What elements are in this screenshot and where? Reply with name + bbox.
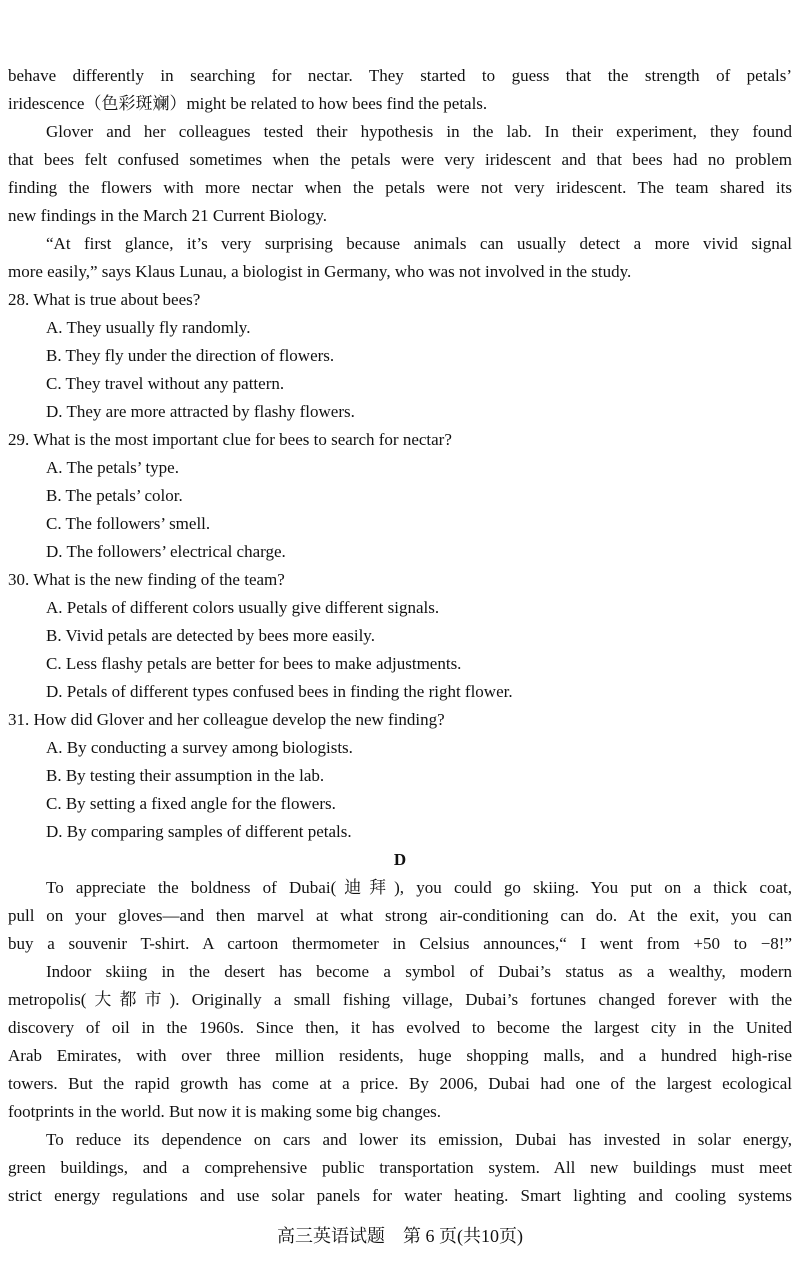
section-d-p2-line-6: footprints in the world. But now it is making some big changes. (8, 1102, 441, 1121)
section-d-p2-line-2: metropolis(大都市). Originally a small fishing village, Dubai’s fortunes changed forever with the (8, 990, 792, 1009)
section-d-p2-line-1: Indoor skiing in the desert has become a symbol of Dubai’s status as a wealthy, modern (46, 962, 792, 981)
question-30-option-b: B. Vivid petals are detected by bees more easily. (46, 626, 375, 645)
question-30-option-d: D. Petals of different types confused bees in finding the right flower. (46, 682, 513, 701)
passage-c-p2-line-4: new findings in the March 21 Current Biology. (8, 206, 328, 225)
passage-c-p2-line-1: Glover and her colleagues tested their hypothesis in the lab. In their experiment, they found (46, 122, 792, 141)
passage-c-p1-line-1: behave differently in searching for nectar. They started to guess that the strength of petals’ (8, 66, 792, 85)
question-31-option-d: D. By comparing samples of different petals. (46, 822, 352, 841)
question-28-option-d: D. They are more attracted by flashy flowers. (46, 402, 355, 421)
section-d-p2-line-3: discovery of oil in the 1960s. Since then, it has evolved to become the largest city in the United (8, 1018, 792, 1037)
section-d-p1-line-3: buy a souvenir T-shirt. A cartoon thermometer in Celsius announces,“ I went from +50 to −8!” (8, 934, 792, 953)
question-28-stem: 28. What is true about bees? (8, 290, 201, 309)
passage-c-p3-line-1: “At first glance, it’s very surprising because animals can usually detect a more vivid signal (46, 234, 792, 253)
question-29-option-b: B. The petals’ color. (46, 486, 183, 505)
question-29-option-c: C. The followers’ smell. (46, 514, 211, 533)
question-28-option-a: A. They usually fly randomly. (46, 318, 251, 337)
question-29-stem: 29. What is the most important clue for bees to search for nectar? (8, 430, 452, 449)
question-30-option-a: A. Petals of different colors usually give different signals. (46, 598, 440, 617)
section-d-p2-line-5: towers. But the rapid growth has come at a price. By 2006, Dubai had one of the largest ecological (8, 1074, 792, 1093)
question-29-option-d: D. The followers’ electrical charge. (46, 542, 286, 561)
question-30-option-c: C. Less flashy petals are better for bees to make adjustments. (46, 654, 462, 673)
question-29-option-a: A. The petals’ type. (46, 458, 179, 477)
question-31-option-a: A. By conducting a survey among biologists. (46, 738, 353, 757)
section-d-p3-line-2: green buildings, and a comprehensive public transportation system. All new buildings must meet (8, 1158, 792, 1177)
question-31-stem: 31. How did Glover and her colleague develop the new finding? (8, 710, 445, 729)
section-d-heading: D (393, 850, 407, 869)
question-31-option-b: B. By testing their assumption in the lab. (46, 766, 325, 785)
passage-c-p1-line-2: iridescence（色彩斑斓）might be related to how bees find the petals. (8, 94, 488, 113)
passage-c-p2-line-3: finding the flowers with more nectar when the petals were not very iridescent. The team shared its (8, 178, 792, 197)
question-28-option-c: C. They travel without any pattern. (46, 374, 285, 393)
passage-c-p2-line-2: that bees felt confused sometimes when the petals were very iridescent and that bees had no problem (8, 150, 792, 169)
section-d-p1-line-2: pull on your gloves—and then marvel at what strong air-conditioning can do. At the exit, you can (8, 906, 792, 925)
passage-c-p3-line-2: more easily,” says Klaus Lunau, a biologist in Germany, who was not involved in the study. (8, 262, 632, 281)
section-d-p3-line-1: To reduce its dependence on cars and lower its emission, Dubai has invested in solar energy, (46, 1130, 792, 1149)
question-28-option-b: B. They fly under the direction of flowers. (46, 346, 335, 365)
page-footer: 高三英语试题 第 6 页(共10页) (277, 1226, 523, 1246)
question-30-stem: 30. What is the new finding of the team? (8, 570, 285, 589)
section-d-p2-line-4: Arab Emirates, with over three million residents, huge shopping malls, and a hundred high-rise (8, 1046, 792, 1065)
section-d-p3-line-3: strict energy regulations and use solar panels for water heating. Smart lighting and cooling systems (8, 1186, 792, 1205)
section-d-p1-line-1: To appreciate the boldness of Dubai(迪拜), you could go skiing. You put on a thick coat, (46, 878, 792, 897)
question-31-option-c: C. By setting a fixed angle for the flowers. (46, 794, 336, 813)
